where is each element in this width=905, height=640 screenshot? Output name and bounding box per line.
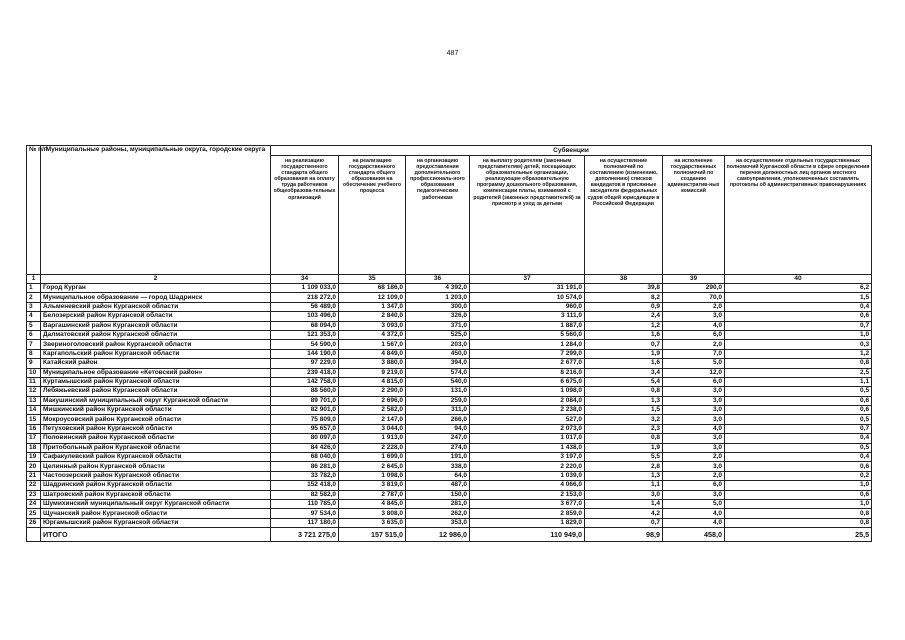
row-value-col-6: 2,0 bbox=[663, 302, 725, 311]
row-value-col-1: 68 040,0 bbox=[271, 453, 339, 462]
header-no: № п/п bbox=[27, 146, 41, 275]
row-value-col-1: 121 353,0 bbox=[271, 330, 339, 339]
row-value-col-7: 0,2 bbox=[725, 471, 872, 480]
row-value-col-3: 353,0 bbox=[406, 518, 470, 527]
row-value-col-3: 247,0 bbox=[406, 434, 470, 443]
row-municipality-name: Город Курган bbox=[41, 284, 271, 293]
row-value-col-4: 2 859,0 bbox=[470, 509, 585, 518]
table-row bbox=[27, 293, 872, 302]
row-number: 5 bbox=[27, 321, 41, 330]
row-value-col-7: 0,7 bbox=[725, 424, 872, 433]
total-value-col-4: 110 949,0 bbox=[470, 528, 585, 542]
row-number: 1 bbox=[27, 284, 41, 293]
row-value-col-5: 1,3 bbox=[585, 396, 663, 405]
row-value-col-3: 94,0 bbox=[406, 424, 470, 433]
row-value-col-7: 0,6 bbox=[725, 312, 872, 321]
row-value-col-2: 9 219,0 bbox=[339, 368, 406, 377]
header-column-2: на реализацию государственного стандарта общего образования на обеспечение учебного процесса bbox=[339, 156, 406, 275]
table-row bbox=[27, 387, 872, 396]
row-number: 16 bbox=[27, 424, 41, 433]
header-municipality: Муниципальные районы, муниципальные округа, городские округа bbox=[41, 146, 271, 275]
column-number: 36 bbox=[406, 275, 470, 284]
row-value-col-5: 39,8 bbox=[585, 284, 663, 293]
row-value-col-5: 5,4 bbox=[585, 377, 663, 386]
row-value-col-4: 3 197,0 bbox=[470, 453, 585, 462]
row-value-col-6: 5,0 bbox=[663, 359, 725, 368]
row-value-col-4: 7 299,0 bbox=[470, 349, 585, 358]
row-number: 3 bbox=[27, 302, 41, 311]
row-value-col-4: 2 084,0 bbox=[470, 396, 585, 405]
row-value-col-6: 3,0 bbox=[663, 443, 725, 452]
row-number: 17 bbox=[27, 434, 41, 443]
row-number: 15 bbox=[27, 415, 41, 424]
row-value-col-3: 4 392,0 bbox=[406, 284, 470, 293]
total-value-col-6: 458,0 bbox=[663, 528, 725, 542]
row-municipality-name: Шумихинский муниципальный округ Курганской области bbox=[41, 499, 271, 508]
row-value-col-6: 2,0 bbox=[663, 340, 725, 349]
row-value-col-4: 1 098,0 bbox=[470, 387, 585, 396]
row-value-col-5: 0,8 bbox=[585, 387, 663, 396]
row-value-col-4: 2 153,0 bbox=[470, 490, 585, 499]
row-value-col-6: 12,0 bbox=[663, 368, 725, 377]
row-value-col-5: 1,9 bbox=[585, 349, 663, 358]
row-value-col-5: 3,2 bbox=[585, 415, 663, 424]
row-value-col-4: 1 039,0 bbox=[470, 471, 585, 480]
row-municipality-name: Шадринский район Курганской области bbox=[41, 481, 271, 490]
row-value-col-3: 394,0 bbox=[406, 359, 470, 368]
row-value-col-2: 4 815,0 bbox=[339, 377, 406, 386]
row-number: 20 bbox=[27, 462, 41, 471]
row-value-col-1: 54 590,0 bbox=[271, 340, 339, 349]
row-value-col-1: 97 229,0 bbox=[271, 359, 339, 368]
row-value-col-2: 3 635,0 bbox=[339, 518, 406, 527]
table-row bbox=[27, 490, 872, 499]
row-number: 4 bbox=[27, 312, 41, 321]
row-municipality-name: Лебяжьевский район Курганской области bbox=[41, 387, 271, 396]
row-number: 19 bbox=[27, 453, 41, 462]
row-value-col-3: 300,0 bbox=[406, 302, 470, 311]
row-value-col-6: 3,0 bbox=[663, 490, 725, 499]
table-row bbox=[27, 453, 872, 462]
row-value-col-2: 2 147,0 bbox=[339, 415, 406, 424]
row-value-col-7: 0,8 bbox=[725, 518, 872, 527]
row-value-col-5: 5,5 bbox=[585, 453, 663, 462]
row-value-col-4: 3 677,0 bbox=[470, 499, 585, 508]
row-value-col-5: 0,7 bbox=[585, 518, 663, 527]
column-number-row bbox=[27, 275, 872, 284]
table-row bbox=[27, 349, 872, 358]
row-value-col-4: 2 238,0 bbox=[470, 406, 585, 415]
row-value-col-4: 10 574,0 bbox=[470, 293, 585, 302]
row-value-col-1: 95 657,0 bbox=[271, 424, 339, 433]
row-value-col-5: 1,1 bbox=[585, 481, 663, 490]
row-value-col-7: 0,5 bbox=[725, 443, 872, 452]
row-value-col-1: 218 272,0 bbox=[271, 293, 339, 302]
row-municipality-name: Мокроусовский район Курганской области bbox=[41, 415, 271, 424]
total-label: ИТОГО bbox=[41, 528, 271, 542]
table-row bbox=[27, 377, 872, 386]
row-value-col-7: 1,1 bbox=[725, 377, 872, 386]
row-value-col-4: 527,0 bbox=[470, 415, 585, 424]
row-value-col-3: 131,0 bbox=[406, 387, 470, 396]
row-municipality-name: Макушинский муниципальный округ Курганской области bbox=[41, 396, 271, 405]
row-municipality-name: Половинский район Курганской области bbox=[41, 434, 271, 443]
row-value-col-7: 0,4 bbox=[725, 302, 872, 311]
row-value-col-1: 56 489,0 bbox=[271, 302, 339, 311]
row-value-col-3: 371,0 bbox=[406, 321, 470, 330]
row-value-col-6: 2,0 bbox=[663, 471, 725, 480]
row-value-col-3: 281,0 bbox=[406, 499, 470, 508]
table-row bbox=[27, 359, 872, 368]
row-value-col-7: 0,5 bbox=[725, 387, 872, 396]
row-value-col-7: 0,7 bbox=[725, 321, 872, 330]
row-number: 26 bbox=[27, 518, 41, 527]
row-value-col-1: 82 582,0 bbox=[271, 490, 339, 499]
row-value-col-5: 2,8 bbox=[585, 462, 663, 471]
total-row bbox=[27, 528, 872, 542]
table-row bbox=[27, 462, 872, 471]
row-value-col-1: 33 782,0 bbox=[271, 471, 339, 480]
row-value-col-3: 326,0 bbox=[406, 312, 470, 321]
row-number: 10 bbox=[27, 368, 41, 377]
table-row bbox=[27, 312, 872, 321]
row-value-col-6: 3,0 bbox=[663, 415, 725, 424]
row-value-col-6: 70,0 bbox=[663, 293, 725, 302]
column-number: 40 bbox=[725, 275, 872, 284]
table-row bbox=[27, 284, 872, 293]
row-value-col-7: 1,0 bbox=[725, 330, 872, 339]
row-value-col-3: 191,0 bbox=[406, 453, 470, 462]
row-value-col-1: 75 809,0 bbox=[271, 415, 339, 424]
row-value-col-1: 84 426,0 bbox=[271, 443, 339, 452]
row-value-col-7: 0,5 bbox=[725, 415, 872, 424]
header-column-4: на выплату родителям (законным представителям) детей, посещающих образовательные организации, реализующие образовательную программу дошкольного образования, компенсации платы, взимаемой с родителей (законных представителей) за присмотр и уход за детьми bbox=[470, 156, 585, 275]
row-municipality-name: Куртамышский район Курганской области bbox=[41, 377, 271, 386]
table-row bbox=[27, 330, 872, 339]
row-number: 24 bbox=[27, 499, 41, 508]
row-value-col-4: 1 829,0 bbox=[470, 518, 585, 527]
row-value-col-4: 5 560,0 bbox=[470, 330, 585, 339]
row-value-col-7: 0,6 bbox=[725, 396, 872, 405]
row-value-col-2: 4 372,0 bbox=[339, 330, 406, 339]
table-row bbox=[27, 471, 872, 480]
table-row bbox=[27, 396, 872, 405]
row-value-col-5: 3,0 bbox=[585, 490, 663, 499]
row-value-col-3: 203,0 bbox=[406, 340, 470, 349]
row-value-col-5: 1,2 bbox=[585, 321, 663, 330]
row-value-col-1: 144 190,0 bbox=[271, 349, 339, 358]
row-value-col-7: 0,8 bbox=[725, 359, 872, 368]
row-value-col-6: 290,0 bbox=[663, 284, 725, 293]
row-value-col-5: 2,3 bbox=[585, 424, 663, 433]
row-municipality-name: Частоозерский район Курганской области bbox=[41, 471, 271, 480]
table-row bbox=[27, 509, 872, 518]
column-number: 34 bbox=[271, 275, 339, 284]
row-value-col-2: 68 186,0 bbox=[339, 284, 406, 293]
row-value-col-7: 0,3 bbox=[725, 340, 872, 349]
row-municipality-name: Каргапольский район Курганской области bbox=[41, 349, 271, 358]
header-column-5: на осуществление полномочий по составлению (изменению, дополнению) списков кандидатов в присяжные заседатели федеральных судов общей юрисдикции в Российской Федерации bbox=[585, 156, 663, 275]
row-municipality-name: Притобольный район Курганской области bbox=[41, 443, 271, 452]
row-number: 25 bbox=[27, 509, 41, 518]
row-value-col-5: 1,4 bbox=[585, 499, 663, 508]
column-number: 37 bbox=[470, 275, 585, 284]
row-value-col-3: 540,0 bbox=[406, 377, 470, 386]
row-value-col-2: 2 290,0 bbox=[339, 387, 406, 396]
row-value-col-2: 2 787,0 bbox=[339, 490, 406, 499]
total-row-number bbox=[27, 528, 41, 542]
row-value-col-7: 0,6 bbox=[725, 462, 872, 471]
row-municipality-name: Муниципальное образование — город Шадринск bbox=[41, 293, 271, 302]
row-value-col-1: 68 094,0 bbox=[271, 321, 339, 330]
row-value-col-5: 1,6 bbox=[585, 359, 663, 368]
row-value-col-4: 2 220,0 bbox=[470, 462, 585, 471]
row-value-col-7: 1,0 bbox=[725, 481, 872, 490]
row-value-col-6: 3,0 bbox=[663, 396, 725, 405]
row-value-col-7: 0,8 bbox=[725, 509, 872, 518]
row-municipality-name: Далматовский район Курганской области bbox=[41, 330, 271, 339]
row-value-col-2: 4 845,0 bbox=[339, 499, 406, 508]
row-number: 18 bbox=[27, 443, 41, 452]
row-municipality-name: Варгашинский район Курганской области bbox=[41, 321, 271, 330]
table-row bbox=[27, 424, 872, 433]
row-value-col-4: 4 066,0 bbox=[470, 481, 585, 490]
row-value-col-5: 4,2 bbox=[585, 509, 663, 518]
row-number: 21 bbox=[27, 471, 41, 480]
table-row bbox=[27, 481, 872, 490]
total-value-col-1: 3 721 275,0 bbox=[271, 528, 339, 542]
row-number: 14 bbox=[27, 406, 41, 415]
row-value-col-2: 3 880,0 bbox=[339, 359, 406, 368]
row-value-col-5: 1,9 bbox=[585, 443, 663, 452]
row-value-col-6: 4,0 bbox=[663, 424, 725, 433]
row-value-col-3: 259,0 bbox=[406, 396, 470, 405]
row-number: 6 bbox=[27, 330, 41, 339]
row-value-col-6: 3,0 bbox=[663, 406, 725, 415]
row-value-col-4: 3 111,0 bbox=[470, 312, 585, 321]
row-municipality-name: Юргамышский район Курганской области bbox=[41, 518, 271, 527]
row-value-col-6: 6,0 bbox=[663, 481, 725, 490]
row-value-col-6: 7,0 bbox=[663, 349, 725, 358]
row-number: 22 bbox=[27, 481, 41, 490]
row-value-col-7: 6,2 bbox=[725, 284, 872, 293]
row-value-col-3: 487,0 bbox=[406, 481, 470, 490]
row-value-col-2: 2 840,0 bbox=[339, 312, 406, 321]
row-number: 8 bbox=[27, 349, 41, 358]
row-value-col-1: 110 785,0 bbox=[271, 499, 339, 508]
table-row bbox=[27, 499, 872, 508]
row-municipality-name: Альменевский район Курганской области bbox=[41, 302, 271, 311]
row-value-col-5: 1,6 bbox=[585, 330, 663, 339]
row-value-col-7: 2,5 bbox=[725, 368, 872, 377]
row-value-col-6: 6,0 bbox=[663, 330, 725, 339]
row-municipality-name: Шатровский район Курганской области bbox=[41, 490, 271, 499]
table-row bbox=[27, 518, 872, 527]
column-number: 1 bbox=[27, 275, 41, 284]
row-value-col-5: 1,3 bbox=[585, 471, 663, 480]
row-value-col-3: 1 203,0 bbox=[406, 293, 470, 302]
row-value-col-3: 338,0 bbox=[406, 462, 470, 471]
row-value-col-4: 1 284,0 bbox=[470, 340, 585, 349]
row-value-col-3: 574,0 bbox=[406, 368, 470, 377]
row-value-col-5: 2,4 bbox=[585, 312, 663, 321]
row-number: 13 bbox=[27, 396, 41, 405]
row-municipality-name: Сафакулевский район Курганской области bbox=[41, 453, 271, 462]
row-value-col-3: 64,0 bbox=[406, 471, 470, 480]
row-value-col-2: 1 699,0 bbox=[339, 453, 406, 462]
row-value-col-1: 103 496,0 bbox=[271, 312, 339, 321]
row-value-col-1: 82 901,0 bbox=[271, 406, 339, 415]
total-value-col-5: 98,9 bbox=[585, 528, 663, 542]
column-number: 39 bbox=[663, 275, 725, 284]
row-value-col-5: 3,4 bbox=[585, 368, 663, 377]
row-municipality-name: Катайский район bbox=[41, 359, 271, 368]
row-value-col-3: 266,0 bbox=[406, 415, 470, 424]
table-row bbox=[27, 406, 872, 415]
table-row bbox=[27, 443, 872, 452]
row-value-col-2: 3 819,0 bbox=[339, 481, 406, 490]
row-number: 12 bbox=[27, 387, 41, 396]
row-value-col-3: 525,0 bbox=[406, 330, 470, 339]
table-row bbox=[27, 434, 872, 443]
table-row bbox=[27, 321, 872, 330]
row-value-col-4: 6 675,0 bbox=[470, 377, 585, 386]
table-row bbox=[27, 340, 872, 349]
total-value-col-7: 25,5 bbox=[725, 528, 872, 542]
row-value-col-1: 89 701,0 bbox=[271, 396, 339, 405]
row-value-col-1: 97 534,0 bbox=[271, 509, 339, 518]
row-value-col-2: 2 228,0 bbox=[339, 443, 406, 452]
row-value-col-2: 1 347,0 bbox=[339, 302, 406, 311]
row-value-col-4: 960,0 bbox=[470, 302, 585, 311]
row-value-col-4: 8 216,0 bbox=[470, 368, 585, 377]
row-municipality-name: Белозерский район Курганской области bbox=[41, 312, 271, 321]
row-value-col-5: 0,7 bbox=[585, 340, 663, 349]
row-value-col-4: 1 017,0 bbox=[470, 434, 585, 443]
row-value-col-2: 3 808,0 bbox=[339, 509, 406, 518]
row-municipality-name: Звериноголовский район Курганской области bbox=[41, 340, 271, 349]
row-value-col-6: 4,0 bbox=[663, 518, 725, 527]
row-value-col-1: 117 180,0 bbox=[271, 518, 339, 527]
row-value-col-1: 1 109 033,0 bbox=[271, 284, 339, 293]
row-municipality-name: Муниципальное образование «Кетовский район» bbox=[41, 368, 271, 377]
row-value-col-6: 3,0 bbox=[663, 434, 725, 443]
row-municipality-name: Целинный район Курганской области bbox=[41, 462, 271, 471]
row-value-col-5: 1,5 bbox=[585, 406, 663, 415]
header-column-3: на организацию предоставления дополнительного профессиональ-ного образования педагогическим работникам bbox=[406, 156, 470, 275]
row-value-col-3: 274,0 bbox=[406, 443, 470, 452]
row-value-col-3: 150,0 bbox=[406, 490, 470, 499]
row-municipality-name: Мишкинский район Курганской области bbox=[41, 406, 271, 415]
row-value-col-6: 3,0 bbox=[663, 312, 725, 321]
row-value-col-1: 80 097,0 bbox=[271, 434, 339, 443]
row-value-col-3: 450,0 bbox=[406, 349, 470, 358]
row-value-col-5: 0,8 bbox=[585, 434, 663, 443]
column-number: 2 bbox=[41, 275, 271, 284]
row-value-col-7: 1,2 bbox=[725, 349, 872, 358]
header-row-group bbox=[27, 146, 872, 156]
row-number: 11 bbox=[27, 377, 41, 386]
column-number: 38 bbox=[585, 275, 663, 284]
row-value-col-3: 262,0 bbox=[406, 509, 470, 518]
table-row bbox=[27, 415, 872, 424]
row-value-col-2: 2 582,0 bbox=[339, 406, 406, 415]
row-value-col-2: 3 093,0 bbox=[339, 321, 406, 330]
row-value-col-4: 2 677,0 bbox=[470, 359, 585, 368]
row-value-col-1: 152 418,0 bbox=[271, 481, 339, 490]
row-value-col-2: 2 645,0 bbox=[339, 462, 406, 471]
row-value-col-1: 239 418,0 bbox=[271, 368, 339, 377]
row-number: 9 bbox=[27, 359, 41, 368]
row-value-col-6: 6,0 bbox=[663, 377, 725, 386]
column-number: 35 bbox=[339, 275, 406, 284]
row-value-col-2: 2 696,0 bbox=[339, 396, 406, 405]
row-value-col-2: 12 109,0 bbox=[339, 293, 406, 302]
row-value-col-5: 8,2 bbox=[585, 293, 663, 302]
row-value-col-4: 2 073,0 bbox=[470, 424, 585, 433]
row-value-col-6: 4,0 bbox=[663, 321, 725, 330]
row-value-col-2: 1 098,0 bbox=[339, 471, 406, 480]
header-column-1: на реализацию государственного стандарта общего образования на оплату труда работников общеобразова-тельных организаций bbox=[271, 156, 339, 275]
total-value-col-3: 12 986,0 bbox=[406, 528, 470, 542]
row-number: 2 bbox=[27, 293, 41, 302]
page-number: 487 bbox=[446, 50, 459, 57]
row-value-col-7: 0,6 bbox=[725, 406, 872, 415]
header-column-6: на исполнение государственных полномочий по созданию административ-ных комиссий bbox=[663, 156, 725, 275]
row-number: 23 bbox=[27, 490, 41, 499]
row-value-col-7: 1,5 bbox=[725, 293, 872, 302]
row-value-col-1: 88 560,0 bbox=[271, 387, 339, 396]
row-value-col-4: 1 887,0 bbox=[470, 321, 585, 330]
row-value-col-2: 3 044,0 bbox=[339, 424, 406, 433]
row-value-col-6: 3,0 bbox=[663, 462, 725, 471]
row-value-col-5: 0,9 bbox=[585, 302, 663, 311]
row-municipality-name: Щучанский район Курганской области bbox=[41, 509, 271, 518]
row-value-col-7: 0,4 bbox=[725, 453, 872, 462]
header-column-7: на осуществление отдельных государственных полномочий Курганской области в сфере определения перечня должностных лиц органов местного самоуправления, уполномоченных составлять протоколы об административных правонарушениях bbox=[725, 156, 872, 275]
row-value-col-7: 0,4 bbox=[725, 434, 872, 443]
row-value-col-4: 31 191,0 bbox=[470, 284, 585, 293]
row-value-col-2: 1 913,0 bbox=[339, 434, 406, 443]
row-value-col-2: 4 849,0 bbox=[339, 349, 406, 358]
row-number: 7 bbox=[27, 340, 41, 349]
subventions-table bbox=[26, 145, 872, 542]
row-value-col-2: 1 567,0 bbox=[339, 340, 406, 349]
row-value-col-1: 142 758,0 bbox=[271, 377, 339, 386]
row-value-col-6: 2,0 bbox=[663, 453, 725, 462]
row-value-col-7: 1,0 bbox=[725, 499, 872, 508]
row-value-col-6: 4,0 bbox=[663, 509, 725, 518]
row-value-col-6: 5,0 bbox=[663, 499, 725, 508]
row-municipality-name: Петуховский район Курганской области bbox=[41, 424, 271, 433]
row-value-col-1: 86 281,0 bbox=[271, 462, 339, 471]
table-row bbox=[27, 368, 872, 377]
header-subventions: Субвенции bbox=[271, 146, 872, 156]
row-value-col-7: 0,6 bbox=[725, 490, 872, 499]
table-body bbox=[27, 284, 872, 542]
row-value-col-4: 1 438,0 bbox=[470, 443, 585, 452]
table-row bbox=[27, 302, 872, 311]
row-value-col-6: 3,0 bbox=[663, 387, 725, 396]
total-value-col-2: 157 515,0 bbox=[339, 528, 406, 542]
row-value-col-3: 311,0 bbox=[406, 406, 470, 415]
